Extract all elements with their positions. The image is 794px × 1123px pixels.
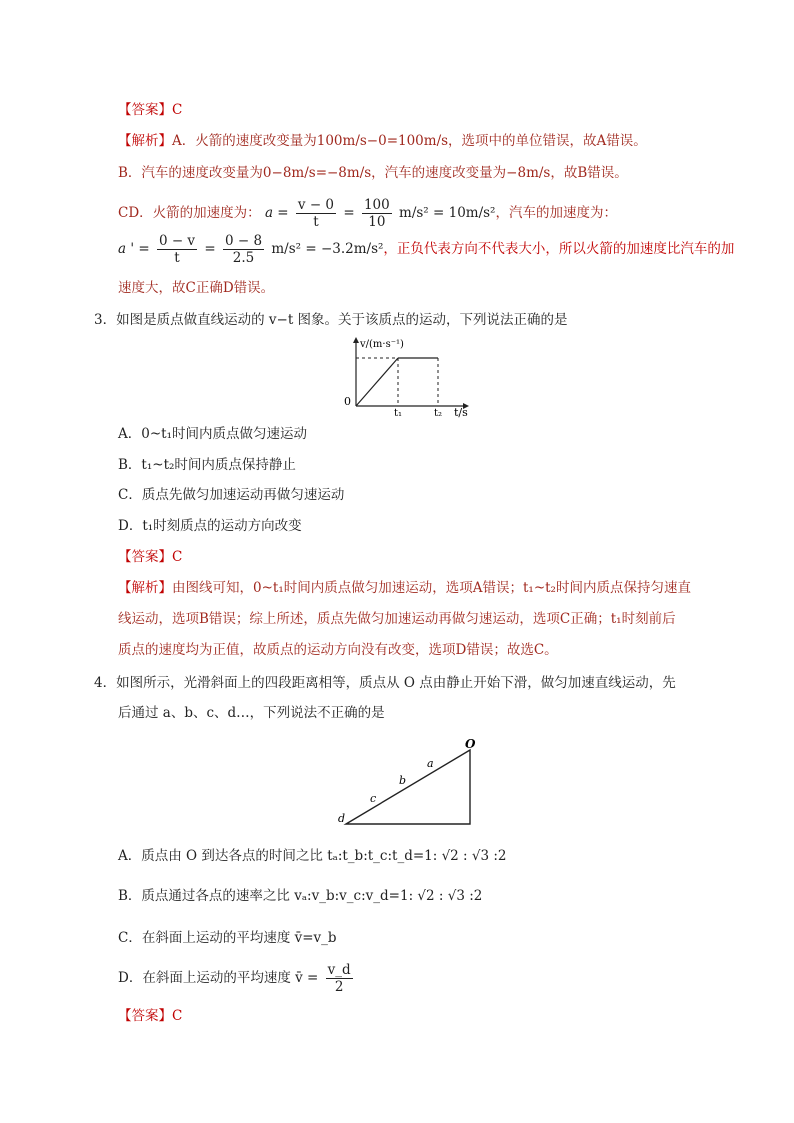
q3-option-b: B．t₁~t₂时间内质点保持静止 — [118, 457, 296, 473]
point-a-label: a — [427, 757, 434, 770]
q4-stem-1: 4．如图所示，光滑斜面上的四段距离相等，质点从 O 点由静止开始下滑，做匀加速直线运动，先 — [94, 675, 676, 691]
frac-den: 2.5 — [232, 250, 255, 266]
frac-den: t — [313, 214, 319, 230]
frac-den: 2 — [334, 979, 344, 995]
analysis-text: A．火箭的速度改变量为100m/s−0=100m/s，选项中的单位错误，故A错误。 — [172, 133, 647, 149]
cd2-frac2 — [223, 233, 264, 266]
q3-stem: 3．如图是质点做直线运动的 v−t 图象。关于该质点的运动，下列说法正确的是 — [94, 312, 568, 328]
velocity-ramp — [356, 358, 398, 406]
q2-analysis-cd — [118, 196, 617, 230]
t2-label: t₂ — [434, 408, 443, 418]
x-axis-label: t/s — [454, 406, 468, 418]
t1-label: t₁ — [394, 408, 403, 418]
answer-tag: 【答案】 — [118, 1008, 172, 1024]
incline-figure — [330, 736, 480, 831]
frac-num: 100 — [363, 197, 390, 213]
frac-num: 0 − 8 — [224, 233, 263, 249]
q3-analysis-2: 线运动，选项B错误；综上所述，质点先做匀加速运动再做匀速运动，选项C正确；t₁时刻前后 — [118, 611, 676, 627]
cd-lhs: a = — [264, 205, 289, 221]
frac-num: 0 − v — [158, 233, 196, 249]
y-axis-arrow — [353, 337, 359, 343]
answer-value: C — [172, 1008, 183, 1024]
cd2-text: ，正负代表方向不代表大小，所以火箭的加速度比汽车的加 — [383, 241, 735, 257]
option-d-frac — [326, 962, 353, 995]
q3-option-a: A．0~t₁时间内质点做匀速运动 — [118, 426, 307, 442]
q4-answer — [118, 1006, 182, 1026]
q4-option-a: A．质点由 O 到达各点的时间之比 tₐ:t_b:t_c:t_d=1: √2 : √3 :2 — [118, 848, 507, 864]
frac-den: 10 — [368, 214, 386, 230]
point-b-label: b — [399, 774, 407, 787]
q4-option-c: C．在斜面上运动的平均速度 v̄=v_b — [118, 930, 337, 946]
q3-option-d: D．t₁时刻质点的运动方向改变 — [118, 518, 302, 534]
answer-value: C — [172, 549, 183, 565]
y-axis-label: v/(m·s⁻¹) — [360, 339, 404, 350]
cd2-result: m/s² = −3.2m/s² — [271, 241, 384, 257]
cd-suffix: ，汽车的加速度为： — [495, 205, 617, 221]
q4-stem-2: 后通过 a、b、c、d…，下列说法不正确的是 — [118, 705, 385, 721]
frac-num: v − 0 — [297, 197, 335, 213]
q4-option-d — [118, 960, 356, 996]
point-d-label: d — [338, 812, 346, 825]
cd-frac1 — [296, 197, 336, 230]
answer-tag: 【答案】 — [118, 549, 172, 565]
cd2-lhs: a ' = — [118, 241, 150, 257]
q2-answer — [118, 100, 182, 120]
cd-result: m/s² = 10m/s² — [399, 205, 496, 221]
q4-option-b: B．质点通过各点的速率之比 vₐ:v_b:v_c:v_d=1: √2 : √3 :2 — [118, 888, 483, 904]
answer-value: C — [172, 102, 183, 118]
q3-analysis-1 — [118, 578, 691, 598]
cd-frac2 — [362, 197, 392, 230]
origin-label: 0 — [344, 395, 351, 408]
q3-option-c: C．质点先做匀加速运动再做匀速运动 — [118, 487, 345, 503]
frac-den: t — [174, 250, 180, 266]
q2-analysis-a — [118, 131, 647, 151]
incline-triangle — [346, 750, 470, 824]
q3-answer — [118, 547, 182, 567]
q2-analysis-b: B．汽车的速度改变量为0−8m/s=−8m/s，汽车的速度改变量为−8m/s，故B错误。 — [118, 165, 628, 181]
cd2-eq: = — [204, 241, 216, 257]
cd-prefix: CD．火箭的加速度为： — [118, 205, 261, 221]
q2-analysis-cd3: 速度大，故C正确D错误。 — [118, 280, 275, 296]
vt-graph — [338, 336, 478, 418]
cd2-frac1 — [157, 233, 197, 266]
frac-num: v_d — [327, 962, 351, 978]
analysis-tag: 【解析】 — [118, 133, 172, 149]
q2-analysis-cd2 — [118, 232, 734, 266]
point-o-label: O — [465, 737, 476, 751]
q3-analysis-3: 质点的速度均为正值，故质点的运动方向没有改变，选项D错误；故选C。 — [118, 642, 558, 658]
analysis-text: 由图线可知，0~t₁时间内质点做匀加速运动，选项A错误；t₁~t₂时间内质点保持匀速直 — [172, 580, 691, 596]
answer-tag: 【答案】 — [118, 102, 172, 118]
cd-eq: = — [343, 205, 355, 221]
point-c-label: c — [370, 792, 377, 805]
option-d-prefix: D．在斜面上运动的平均速度 v̄ = — [118, 970, 319, 986]
analysis-tag: 【解析】 — [118, 580, 172, 596]
